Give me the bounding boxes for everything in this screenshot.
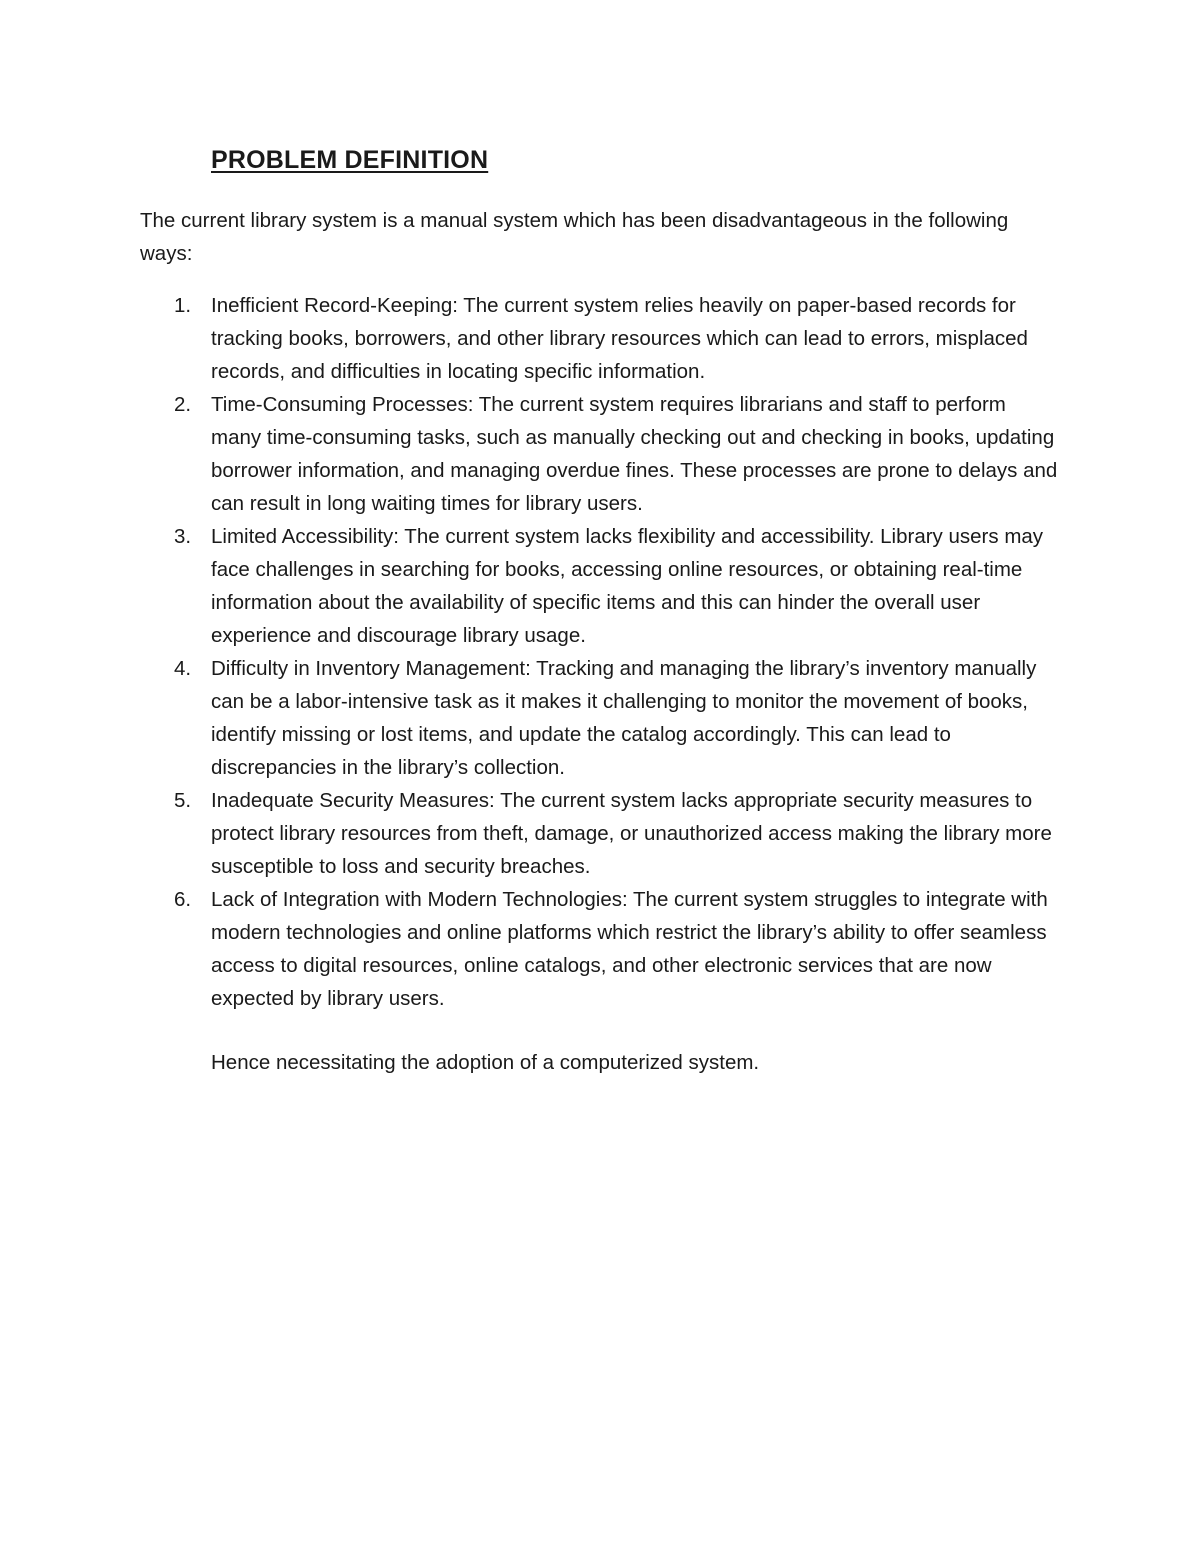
list-item-text: Inefficient Record-Keeping: The current system relies heavily on paper-based records for tracking books, borrowers, and other library resources which can lead to errors, misplaced records, and difficulties in locating specific information.	[211, 294, 1028, 383]
intro-paragraph: The current library system is a manual system which has been disadvantageous in the following ways:	[140, 209, 1009, 265]
list-item	[174, 388, 1061, 520]
list-item-text: Lack of Integration with Modern Technologies: The current system struggles to integrate with modern technologies and online platforms which restrict the library’s ability to offer seamless access to digital resources, online catalogs, and other electronic services that are now expected by library users.	[211, 888, 1048, 1010]
page-title: PROBLEM DEFINITION	[211, 146, 489, 174]
list-item-number: 2.	[174, 393, 192, 416]
list-item	[174, 289, 1061, 388]
list-item	[174, 520, 1061, 652]
list-item	[174, 883, 1061, 1015]
list-item-number: 3.	[174, 525, 192, 548]
list-item-text: Limited Accessibility: The current system lacks flexibility and accessibility. Library users may face challenges in searching for books, accessing online resources, or obtaining real-time information about the availability of specific items and this can hinder the overall user experience and discourage library usage.	[211, 525, 1044, 647]
list-item-number: 5.	[174, 789, 192, 812]
list-item-number: 1.	[174, 294, 192, 317]
conclusion-paragraph: Hence necessitating the adoption of a computerized system.	[211, 1051, 760, 1074]
list-item-text: Difficulty in Inventory Management: Tracking and managing the library’s inventory manually can be a labor-intensive task as it makes it challenging to monitor the movement of books, identify missing or lost items, and update the catalog accordingly. This can lead to discrepancies in the library’s collection.	[211, 657, 1037, 779]
list-item	[174, 784, 1061, 883]
list-item-text: Time-Consuming Processes: The current system requires librarians and staff to perform many time-consuming tasks, such as manually checking out and checking in books, updating borrower information, and managing overdue fines. These processes are prone to delays and can result in long waiting times for library users.	[211, 393, 1058, 515]
list-item	[174, 652, 1061, 784]
list-item-text: Inadequate Security Measures: The current system lacks appropriate security measures to protect library resources from theft, damage, or unauthorized access making the library more susceptible to loss and security breaches.	[211, 789, 1052, 878]
list-item-number: 6.	[174, 888, 192, 911]
list-item-number: 4.	[174, 657, 192, 680]
problem-list	[174, 289, 1061, 1015]
